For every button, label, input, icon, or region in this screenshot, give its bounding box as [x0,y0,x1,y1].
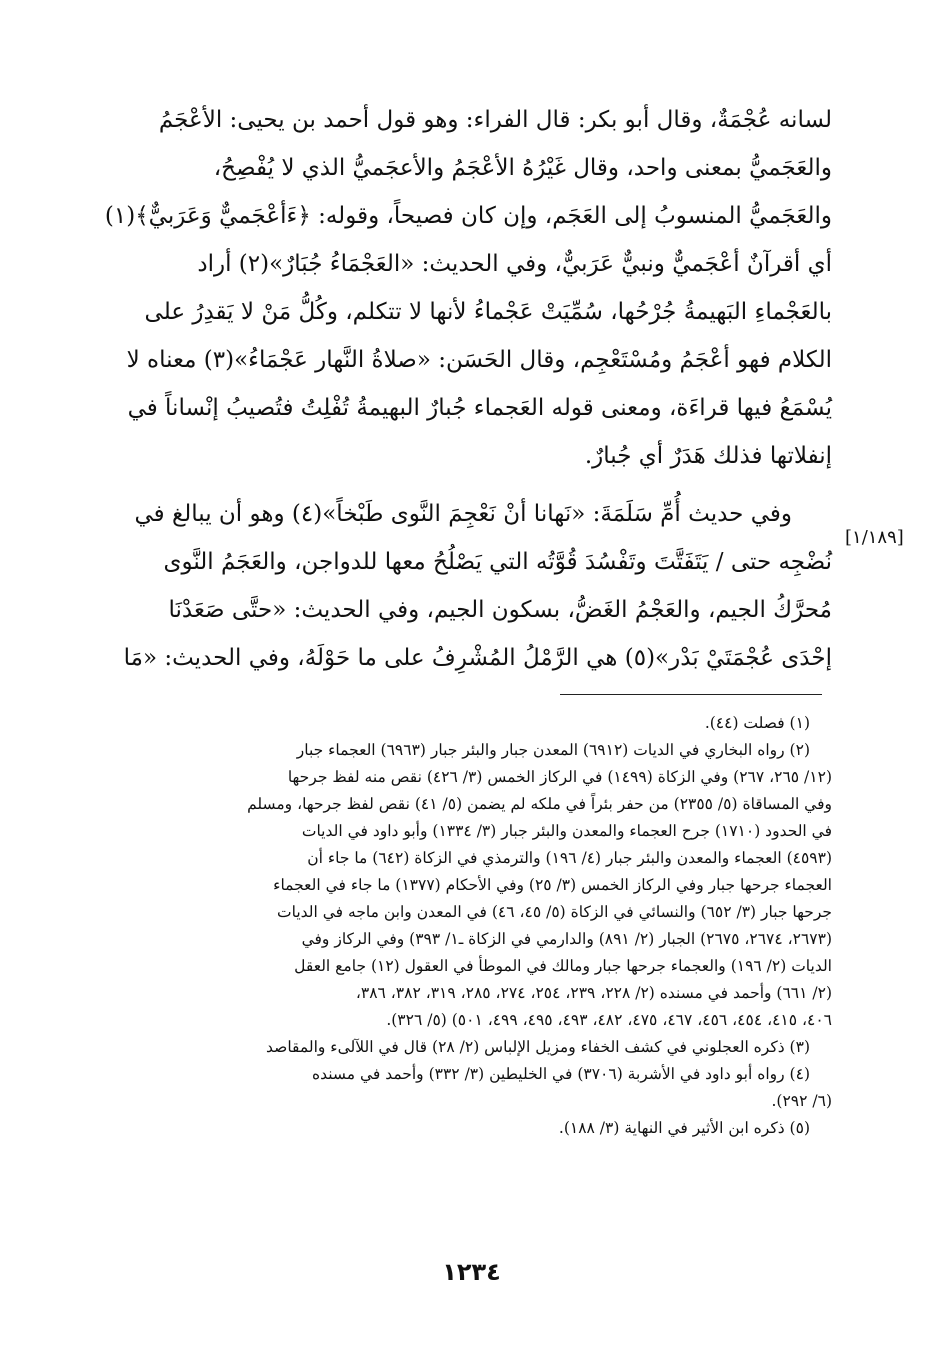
footnote-line: (١٢/ ٢٦٥، ٢٦٧) وفي الزكاة (١٤٩٩) في الركاز الخمس (٣/ ٤٢٦) نقص منه لفظ جرحها [287,768,832,786]
footnote-line: (٦/ ٢٩٢). [771,1092,832,1110]
text-line: أي أقرآنٌ أعْجَميٌّ ونبيٌّ عَرَبيٌّ، وفي الحديث: «العَجْمَاءُ جُبَارٌ»(٢) أراد [197,251,832,277]
footnotes [110,710,832,1142]
text-line: وفي حديث أُمِّ سَلَمَةَ: «نَهانا أنْ نَعْجِمَ النَّوى طَبْخاً»(٤) وهو أن يبالغ في [134,501,792,527]
text-line: مُحرَّكُ الجيم، والعَجْمُ الغَضُّ، بسكون الجيم، وفي الحديث: «حتَّى صَعَدْنَا [168,597,832,623]
footnote-line: (٢/ ٦٦١) وأحمد في مسنده (٢/ ٢٢٨، ٢٣٩، ٢٥٤، ٢٧٤، ٢٨٥، ٣١٩، ٣٨٢، ٣٨٦، [355,984,832,1002]
text-line: والعَجَميُّ بمعنى واحد، وقال غَيْرُهُ الأعْجَمُ والأعجَميُّ الذي لا يُفْصِحُ، [213,155,832,181]
text-line: لسانه عُجْمَةٌ، وقال أبو بكر: قال الفراء: وهو قول أحمد بن يحيى: الأعْجَمُ [158,107,832,133]
text-line: إحْدَى عُجْمَتَيْ بَدْر»(٥) هي الرَّمْلُ المُشْرِفُ على ما حَوْلَهُ، وفي الحديث: «مَا [123,645,832,671]
page-number: ١٢٣٤ [442,1258,501,1286]
footnote-line: ٤٠٦، ٤١٥، ٤٥٤، ٤٥٦، ٤٦٧، ٤٧٥، ٤٨٢، ٤٩٣، ٤٩٥، ٤٩٩، ٥٠١) (٥/ ٣٢٦). [386,1011,832,1029]
footnote-line: (٣) ذكره العجلوني في كشف الخفاء ومزيل الإلباس (٢/ ٢٨) قال في اللآلىء والمقاصد [266,1038,810,1056]
text-line: نُضْجِه حتى / يَتَفَتَّتَ وتَفْسُدَ قُوَّتُه التي يَصْلُحُ معها للدواجن، والعَجَمُ النَّوى [163,549,832,575]
page-marker: [١/١٨٩] [845,527,904,548]
text-line: إنفلاتها فذلك هَدَرٌ أي جُبارٌ. [584,443,832,469]
footnote-line: (٢) رواه البخاري في الديات (٦٩١٢) المعدن جبار والبئر جبار (٦٩٦٣) العجماء جبار [296,741,810,759]
footnote-line: (٢٦٧٣، ٢٦٧٤، ٢٦٧٥) الجبار (٢/ ٨٩١) والدارمي في الزكاة ـ١/ ٣٩٣) وفي الركاز وفي [301,930,832,948]
footnote-line: (٤٥٩٣) العجماء والمعدن والبئر جبار (٤/ ١٩٦) والترمذي في الزكاة (٦٤٢) ما جاء أن [307,849,832,867]
text-line: والعَجَميُّ المنسوبُ إلى العَجَم، وإن كان فصيحاً، وقوله: ﴿ءَأعْجَميٌّ وَعَرَبيٌّ﴾(١) [104,203,832,229]
main-text [104,96,832,682]
footnote-line: وفي المساقاة (٥/ ٢٣٥٥) من حفر بئراً في ملكه لم يضمن (٥/ ٤١) نقص لفظ جرحها، ومسلم [247,795,832,813]
footnote-line: في الحدود (١٧١٠) جرح العجماء والمعدن والبئر جبار (٣/ ١٣٣٤) وأبو داود في الديات [301,822,832,840]
footnote-line: (٥) ذكره ابن الأثير في النهاية (٣/ ١٨٨). [558,1119,810,1137]
footnote-divider [560,694,822,695]
footnote-line: (٤) رواه أبو داود في الأشربة (٣٧٠٦) في الخليطين (٣/ ٣٣٢) وأحمد في مسنده [311,1065,810,1083]
footnote-line: جرحها جبار (٣/ ٦٥٢) والنسائي في الزكاة (٥/ ٤٥، ٤٦) في المعدن وابن ماجه في الديات [277,903,832,921]
footnote-line: العجماء جرحها جبار وفي الركاز الخمس (٣/ ٢٥) وفي الأحكام (١٣٧٧) ما جاء في العجماء [273,876,832,894]
footnote-line: الديات (٢/ ١٩٦) والعجماء جرحها جبار ومالك في الموطأ في العقول (١٢) جامع العقل [294,957,832,975]
text-line: بالعَجْماءِ البَهيمةُ جُرْحُها، سُمِّيَتْ عَجْماءُ لأنها لا تتكلم، وكُلُّ مَنْ لا يَقدِرُ على [144,299,832,325]
footnote-line: (١) فصلت (٤٤). [704,714,810,732]
text-line: يُسْمَعُ فيها قراءَة، ومعنى قوله العَجماء جُبارٌ البهيمةُ تُفْلِتُ فتُصيبُ إنْساناً في [127,395,832,421]
text-line: الكلام فهو أعْجَمُ ومُسْتَعْجِم، وقال الحَسَن: «صلاةُ النَّهار عَجْمَاءُ»(٣) معناه لا [126,347,832,373]
